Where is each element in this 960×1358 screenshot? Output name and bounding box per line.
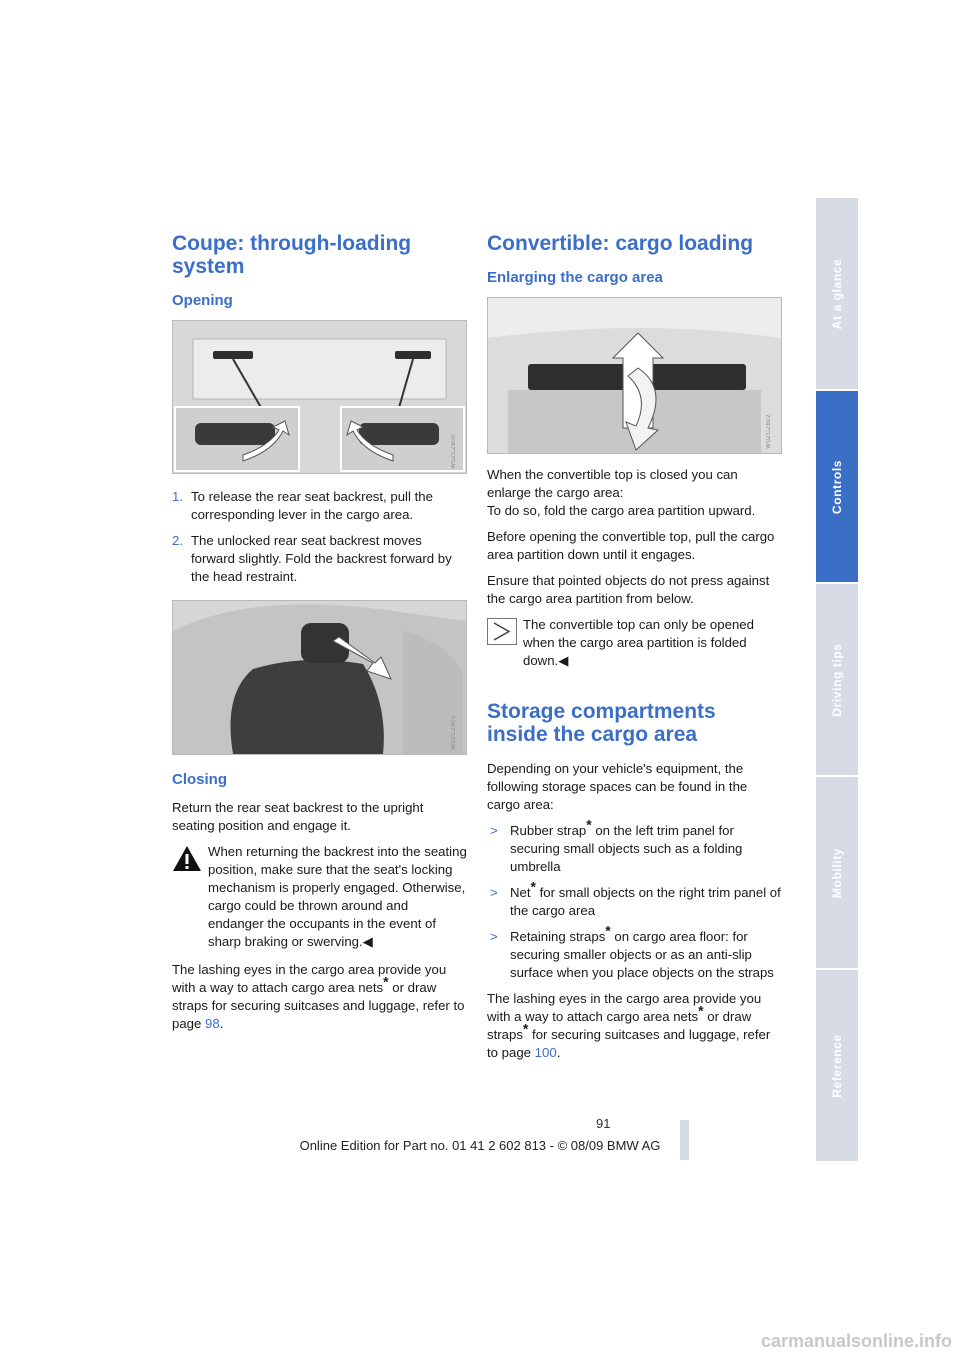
step-text: The unlocked rear seat backrest moves forward slightly. Fold the backrest forward by the head restraint. <box>191 533 452 584</box>
image-release-levers <box>172 320 467 474</box>
enlarge-text <box>487 466 782 520</box>
lashing-end: . <box>556 1045 561 1060</box>
list-item <box>487 922 782 982</box>
heading-closing: Closing <box>172 771 227 788</box>
tab-label: At a glance <box>830 258 844 329</box>
closing-text: Return the rear seat backrest to the upright seating position and engage it. <box>172 800 424 833</box>
item-name: Net <box>510 885 531 900</box>
list-item <box>487 878 782 920</box>
page-link[interactable]: 98 <box>205 1016 220 1031</box>
pointed-objects-text: Ensure that pointed objects do not press against the cargo area partition from below. <box>487 573 770 606</box>
optional-marker: * <box>605 922 611 939</box>
list-marker: > <box>490 929 498 944</box>
chapter-tabs <box>816 198 858 1163</box>
image-cargo-partition <box>487 297 782 454</box>
note-text: The convertible top can only be opened when the cargo area partition is folded down. <box>523 617 754 668</box>
image-code: W0ZCZ602 <box>766 414 772 449</box>
heading-opening: Opening <box>172 292 233 309</box>
optional-marker: * <box>698 1002 704 1019</box>
end-mark: ◀ <box>362 934 373 949</box>
tab-mobility[interactable] <box>816 777 858 968</box>
lashing-text-a: The lashing eyes in the cargo area provide you with a way to attach cargo area nets <box>172 962 447 995</box>
lashing-text-c: for securing suitcases and luggage, refer to page <box>487 1027 771 1060</box>
lashing-eyes-text <box>172 961 467 1033</box>
info-note <box>487 616 782 670</box>
opening-steps <box>172 488 467 586</box>
page-link[interactable]: 100 <box>534 1045 557 1060</box>
tab-label: Controls <box>830 459 844 514</box>
item-name: Rubber strap <box>510 823 587 838</box>
optional-marker: * <box>586 816 592 833</box>
step-number: 2. <box>172 533 183 548</box>
list-item <box>487 816 782 876</box>
list-item <box>172 488 467 524</box>
image-fold-backrest <box>172 600 467 755</box>
enlarge-text-a: When the convertible top is closed you can enlarge the cargo area: <box>487 467 738 500</box>
lashing-text-b: or draw straps for securing suitcases and luggage, refer to page <box>172 980 465 1031</box>
right-column <box>487 232 782 1070</box>
footer-text: Online Edition for Part no. 01 41 2 602 813 - © 08/09 BMW AG <box>299 1138 661 1153</box>
section-title-coupe: Coupe: through-loading system <box>172 232 412 278</box>
tab-label: Driving tips <box>830 642 844 717</box>
optional-marker: * <box>522 1020 529 1037</box>
list-item <box>172 532 467 586</box>
lashing-end: . <box>219 1016 224 1031</box>
left-column <box>172 232 467 1041</box>
item-name: Retaining straps <box>510 929 606 944</box>
watermark: carmanualsonline.info <box>760 1331 952 1351</box>
page-number: 91 <box>596 1116 611 1131</box>
illustration-release-levers <box>173 321 466 473</box>
optional-marker: * <box>530 878 536 895</box>
note-icon <box>487 618 517 645</box>
storage-intro: Depending on your vehicle's equipment, the following storage spaces can be found in the cargo area: <box>487 761 748 812</box>
image-code: W0ZCZ601 <box>451 715 457 750</box>
tab-at-a-glance[interactable] <box>816 198 858 389</box>
warning-text: When returning the backrest into the seating position, make sure that the seat's locking mechanism is properly engaged. Otherwise, cargo could be thrown around and endanger the occupants in the event of sharp braking or swerving. <box>208 844 467 949</box>
end-mark: ◀ <box>558 653 569 668</box>
step-number: 1. <box>172 489 183 504</box>
item-text: on the left trim panel for securing small objects such as a folding umbrella <box>510 823 743 874</box>
warning-note <box>172 843 467 951</box>
warning-icon <box>172 845 202 872</box>
list-marker: > <box>490 823 498 838</box>
storage-list <box>487 816 782 982</box>
tab-label: Mobility <box>830 847 844 898</box>
section-title-convertible: Convertible: cargo loading <box>487 232 754 255</box>
tab-reference[interactable] <box>816 970 858 1161</box>
illustration-fold-backrest <box>173 601 466 754</box>
illustration-cargo-partition <box>488 298 781 453</box>
list-marker: > <box>490 885 498 900</box>
item-text: for small objects on the right trim panel of the cargo area <box>510 885 781 918</box>
item-text: on cargo area floor: for securing smaller objects or as an anti-slip surface when you place objects on the straps <box>510 929 774 980</box>
lashing-text-a: The lashing eyes in the cargo area provide you with a way to attach cargo area nets <box>487 991 762 1024</box>
heading-enlarge: Enlarging the cargo area <box>487 269 663 286</box>
tab-controls[interactable] <box>816 391 858 582</box>
storage-lashing-text <box>487 990 782 1062</box>
section-title-storage: Storage compartments inside the cargo area <box>487 700 716 746</box>
opening-text: Before opening the convertible top, pull the cargo area partition down until it engages. <box>487 529 775 562</box>
tab-driving-tips[interactable] <box>816 584 858 775</box>
step-text: To release the rear seat backrest, pull the corresponding lever in the cargo area. <box>191 489 433 522</box>
tab-label: Reference <box>830 1033 844 1098</box>
image-code: W0ZCZ600 <box>451 434 457 469</box>
lashing-text-b: or draw straps <box>487 1009 752 1042</box>
enlarge-text-b: To do so, fold the cargo area partition upward. <box>487 503 756 518</box>
optional-marker: * <box>383 973 389 990</box>
